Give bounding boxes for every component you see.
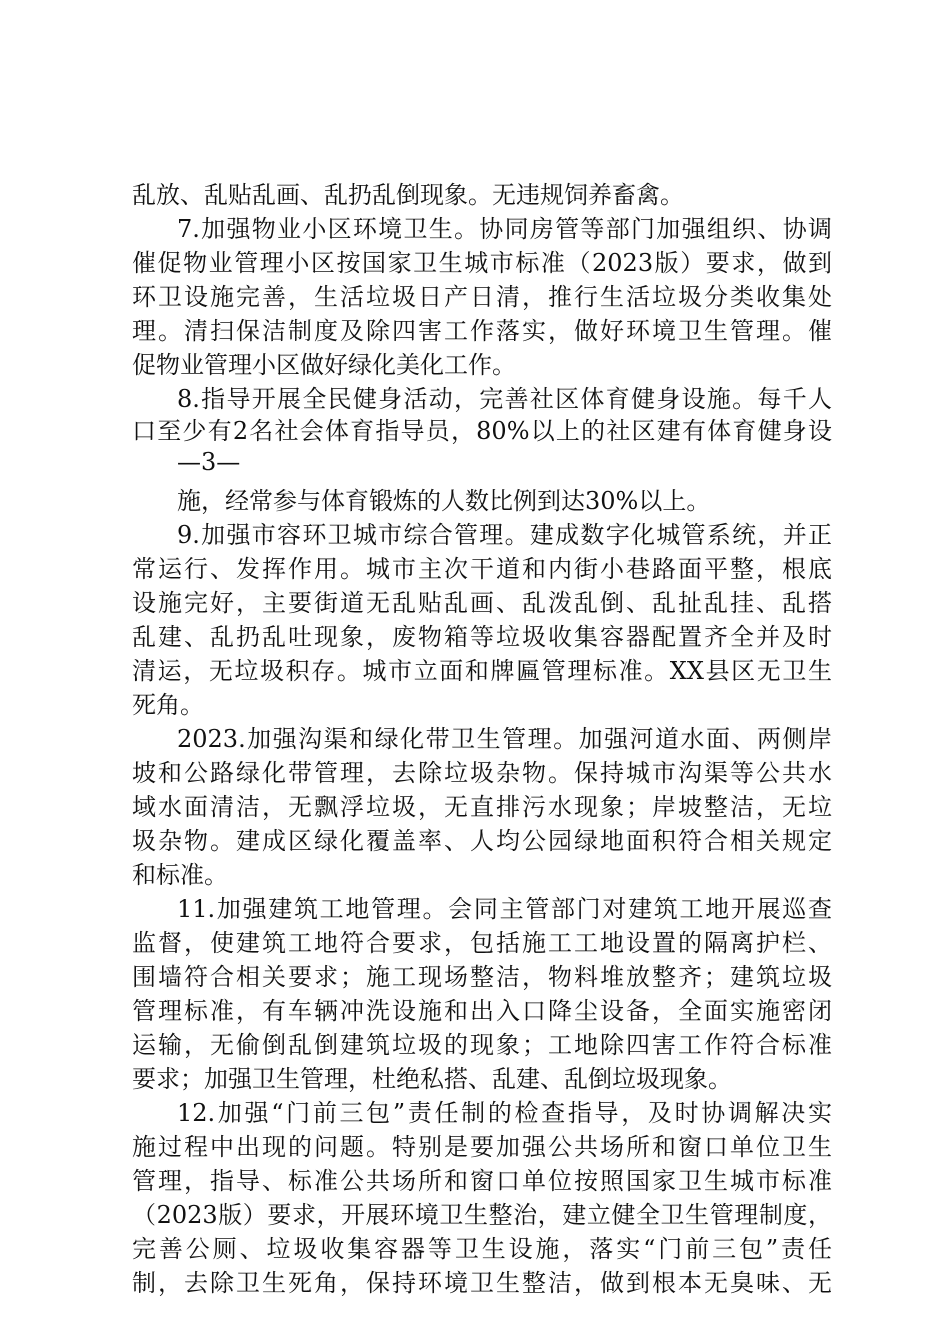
text-line: 圾杂物。建成区绿化覆盖率、人均公园绿地面积符合相关规定 xyxy=(132,827,832,855)
text-line: 7.加强物业小区环境卫生。协同房管等部门加强组织、协调 xyxy=(177,215,832,243)
text-line: 常运行、发挥作用。城市主次干道和内街小巷路面平整，根底 xyxy=(132,555,832,583)
text-line: 监督，使建筑工地符合要求，包括施工工地设置的隔离护栏、 xyxy=(132,929,832,957)
text-line: 坡和公路绿化带管理，去除垃圾杂物。保持城市沟渠等公共水 xyxy=(132,759,832,787)
text-line: 制，去除卫生死角，保持环境卫生整洁，做到根本无臭味、无 xyxy=(132,1269,832,1297)
text-line: 清运，无垃圾积存。城市立面和牌匾管理标准。XX县区无卫生 xyxy=(132,657,832,685)
text-line: 2023.加强沟渠和绿化带卫生管理。加强河道水面、两侧岸 xyxy=(177,725,832,753)
text-line: 域水面清洁，无飘浮垃圾，无直排污水现象；岸坡整洁，无垃 xyxy=(132,793,832,821)
text-line: 施过程中出现的问题。特别是要加强公共场所和窗口单位卫生 xyxy=(132,1133,832,1161)
text-line: 催促物业管理小区按国家卫生城市标准（2023版）要求，做到 xyxy=(132,249,832,277)
text-line: 施，经常参与体育锻炼的人数比例到达30%以上。 xyxy=(177,487,711,515)
text-line: （2023版）要求，开展环境卫生整治，建立健全卫生管理制度， xyxy=(132,1201,832,1229)
text-line: 设施完好，主要街道无乱贴乱画、乱泼乱倒、乱扯乱挂、乱搭 xyxy=(132,589,832,617)
text-line: 8.指导开展全民健身活动，完善社区体育健身设施。每千人 xyxy=(177,385,832,413)
text-line: 12.加强“门前三包”责任制的检查指导，及时协调解决实 xyxy=(177,1099,832,1127)
text-line: 环卫设施完善，生活垃圾日产日清，推行生活垃圾分类收集处 xyxy=(132,283,832,311)
text-line: 运输，无偷倒乱倒建筑垃圾的现象；工地除四害工作符合标准 xyxy=(132,1031,832,1059)
text-line: 完善公厕、垃圾收集容器等卫生设施，落实“门前三包”责任 xyxy=(132,1235,832,1263)
text-line: 乱放、乱贴乱画、乱扔乱倒现象。无违规饲养畜禽。 xyxy=(132,181,684,209)
text-line: 11.加强建筑工地管理。会同主管部门对建筑工地开展巡查 xyxy=(177,895,832,923)
text-line: 理。清扫保洁制度及除四害工作落实，做好环境卫生管理。催 xyxy=(132,317,832,345)
text-line: 乱建、乱扔乱吐现象，废物箱等垃圾收集容器配置齐全并及时 xyxy=(132,623,832,651)
text-line: 管理标准，有车辆冲洗设施和出入口降尘设备，全面实施密闭 xyxy=(132,997,832,1025)
page-number: —3— xyxy=(177,448,241,476)
text-line: 围墙符合相关要求；施工现场整洁，物料堆放整齐；建筑垃圾 xyxy=(132,963,832,991)
text-line: 管理，指导、标准公共场所和窗口单位按照国家卫生城市标准 xyxy=(132,1167,832,1195)
text-line: 口至少有2名社会体育指导员，80%以上的社区建有体育健身设 xyxy=(132,417,832,445)
text-line: 和标准。 xyxy=(132,861,228,889)
text-line: 9.加强市容环卫城市综合管理。建成数字化城管系统，并正 xyxy=(177,521,832,549)
text-line: 死角。 xyxy=(132,691,204,719)
text-line: 促物业管理小区做好绿化美化工作。 xyxy=(132,351,516,379)
text-line: 要求；加强卫生管理，杜绝私搭、乱建、乱倒垃圾现象。 xyxy=(132,1065,732,1093)
